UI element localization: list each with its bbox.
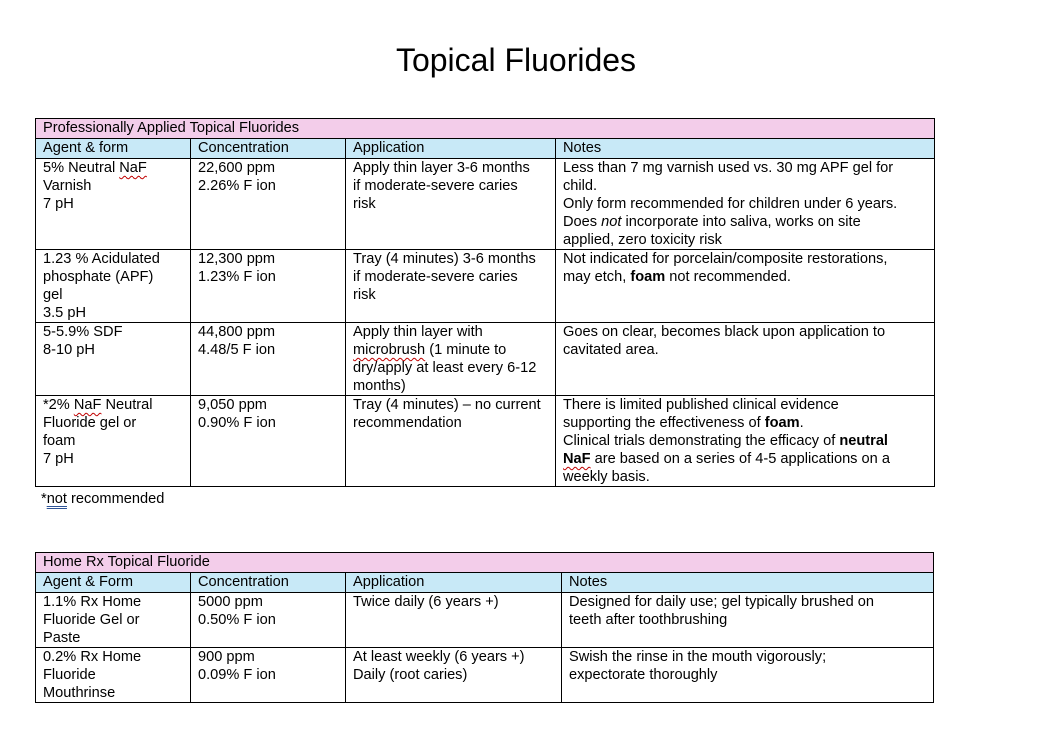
header-application: Application — [346, 139, 556, 159]
header-notes: Notes — [562, 573, 934, 593]
notes-cell: Goes on clear, becomes black upon application to cavitated area. — [556, 323, 935, 396]
header-concentration: Concentration — [191, 573, 346, 593]
agent-cell: 1.23 % Acidulated phosphate (APF) gel 3.5 pH — [36, 250, 191, 323]
home-fluoride-table — [35, 552, 934, 703]
application-cell: Apply thin layer with microbrush (1 minute to dry/apply at least every 6-12 months) — [346, 323, 556, 396]
header-application: Application — [346, 573, 562, 593]
footnote: *not recommended — [41, 491, 165, 507]
table-row — [36, 396, 935, 487]
table-caption: Home Rx Topical Fluoride — [36, 553, 934, 573]
agent-cell: 1.1% Rx Home Fluoride Gel or Paste — [36, 593, 191, 648]
page-title: Topical Fluorides — [395, 42, 637, 78]
application-cell: At least weekly (6 years +) Daily (root caries) — [346, 648, 562, 703]
agent-cell: 5-5.9% SDF 8-10 pH — [36, 323, 191, 396]
concentration-cell: 9,050 ppm 0.90% F ion — [191, 396, 346, 487]
agent-cell: *2% NaF Neutral Fluoride gel or foam 7 pH — [36, 396, 191, 487]
application-cell: Apply thin layer 3-6 months if moderate-severe caries risk — [346, 159, 556, 250]
table-row — [36, 648, 934, 703]
concentration-cell: 900 ppm 0.09% F ion — [191, 648, 346, 703]
concentration-cell: 12,300 ppm 1.23% F ion — [191, 250, 346, 323]
table-row — [36, 250, 935, 323]
header-agent: Agent & form — [36, 139, 191, 159]
application-cell: Tray (4 minutes) 3-6 months if moderate-severe caries risk — [346, 250, 556, 323]
table-caption: Professionally Applied Topical Fluorides — [36, 119, 935, 139]
concentration-cell: 44,800 ppm 4.48/5 F ion — [191, 323, 346, 396]
header-concentration: Concentration — [191, 139, 346, 159]
notes-cell: Designed for daily use; gel typically brushed on teeth after toothbrushing — [562, 593, 934, 648]
concentration-cell: 5000 ppm 0.50% F ion — [191, 593, 346, 648]
agent-cell: 5% Neutral NaF Varnish 7 pH — [36, 159, 191, 250]
table-row — [36, 323, 935, 396]
table-row — [36, 593, 934, 648]
notes-cell: There is limited published clinical evidence supporting the effectiveness of foam. Clinical trials demonstrating the efficacy of neutral NaF are based on a series of 4-5 applications on a weekly basis. — [556, 396, 935, 487]
agent-cell: 0.2% Rx Home Fluoride Mouthrinse — [36, 648, 191, 703]
notes-cell: Swish the rinse in the mouth vigorously; expectorate thoroughly — [562, 648, 934, 703]
notes-cell: Less than 7 mg varnish used vs. 30 mg APF gel for child. Only form recommended for children under 6 years. Does not incorporate into saliva, works on site applied, zero toxicity risk — [556, 159, 935, 250]
application-cell: Twice daily (6 years +) — [346, 593, 562, 648]
table-row — [36, 159, 935, 250]
application-cell: Tray (4 minutes) – no current recommendation — [346, 396, 556, 487]
header-notes: Notes — [556, 139, 935, 159]
header-agent: Agent & Form — [36, 573, 191, 593]
notes-cell: Not indicated for porcelain/composite restorations, may etch, foam not recommended. — [556, 250, 935, 323]
concentration-cell: 22,600 ppm 2.26% F ion — [191, 159, 346, 250]
professional-fluorides-table — [35, 118, 935, 487]
